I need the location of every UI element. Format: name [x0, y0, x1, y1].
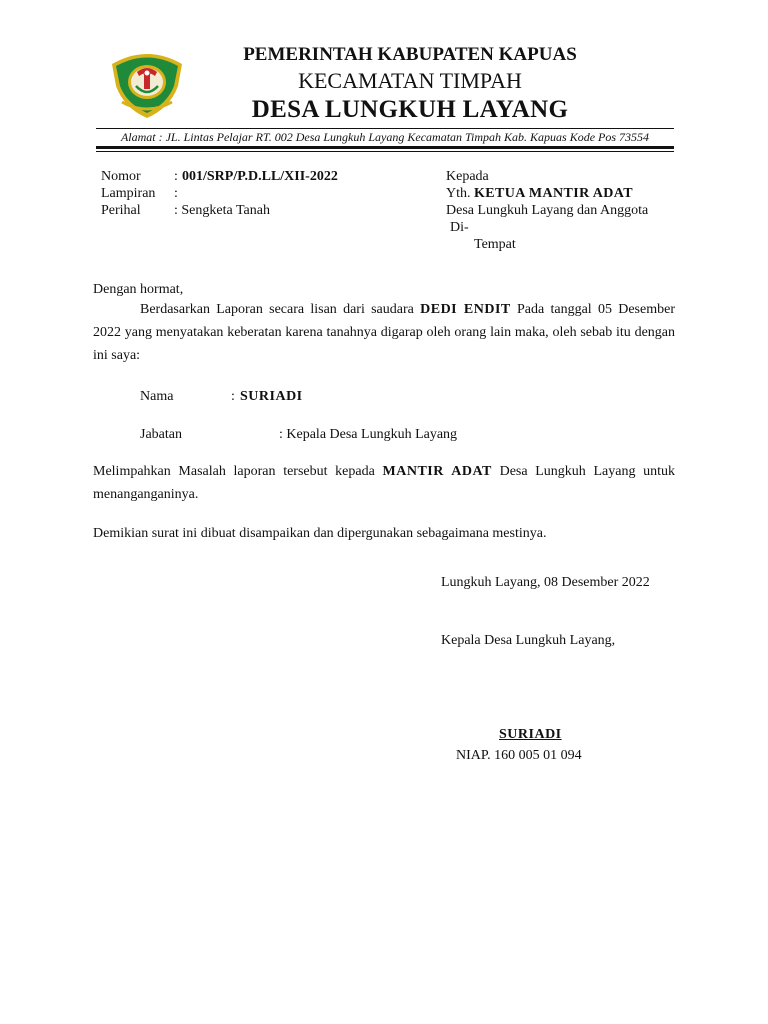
paragraph-1-text-b: Pada tanggal 05 Desember 2022 yang menyatakan keberatan karena tanahnya digarap oleh orang lain maka, oleh sebab itu dengan ini saya: [93, 302, 675, 363]
header-government: PEMERINTAH KABUPATEN KAPUAS [243, 44, 577, 65]
paragraph-2-text-a: Melimpahkan Masalah laporan tersebut kepada [93, 464, 375, 479]
paragraph-3: Demikian surat ini dibuat disampaikan dan dipergunakan sebagaimana mestinya. [93, 526, 547, 541]
recipient-yth [446, 186, 633, 202]
nama-value: SURIADI [240, 389, 303, 404]
header-address: Alamat : JL. Lintas Pelajar RT. 002 Desa Lungkuh Layang Kecamatan Timpah Kab. Kapuas Kode Pos 73554 [120, 130, 650, 144]
greeting: Dengan hormat, [93, 282, 184, 297]
lampiran-separator: : [174, 186, 178, 201]
header-district: KECAMATAN TIMPAH [298, 68, 522, 93]
signer-niap: NIAP. 160 005 01 094 [456, 748, 582, 763]
place-date: Lungkuh Layang, 08 Desember 2022 [441, 575, 650, 590]
recipient-yth-label: Yth. [446, 186, 471, 201]
jabatan-value: : Kepala Desa Lungkuh Layang [279, 427, 458, 442]
header-rule-top [96, 128, 674, 129]
paragraph-1-text-a: Berdasarkan Laporan secara lisan dari saudara [140, 302, 414, 317]
jabatan-label: Jabatan [140, 427, 182, 442]
nomor-value: 001/SRP/P.D.LL/XII-2022 [182, 169, 338, 184]
perihal-label: Perihal [101, 203, 141, 218]
recipient-kepada: Kepada [446, 169, 489, 184]
recipient-address: Desa Lungkuh Layang dan Anggota [446, 203, 649, 218]
paragraph-2 [93, 460, 675, 506]
mantir-adat: MANTIR ADAT [382, 464, 492, 479]
recipient-name: KETUA MANTIR ADAT [474, 186, 634, 201]
perihal-value: : Sengketa Tanah [174, 203, 270, 218]
nomor-separator: : [174, 169, 178, 184]
nomor-label: Nomor [101, 169, 141, 184]
lampiran-label: Lampiran [101, 186, 156, 201]
paragraph-1 [93, 298, 675, 367]
header-village: DESA LUNGKUH LAYANG [251, 96, 569, 123]
paragraph-2-text-b: Desa Lungkuh Layang untuk menanganganinya. [93, 464, 676, 502]
signature-title: Kepala Desa Lungkuh Layang, [441, 633, 616, 648]
signer-name: SURIADI [499, 727, 562, 742]
recipient-di: Di- [450, 220, 469, 235]
reporter-name: DEDI ENDIT [420, 302, 511, 317]
nama-separator: : [231, 389, 235, 404]
nama-label: Nama [140, 389, 174, 404]
header-rule-thin [96, 151, 674, 152]
header-rule-thick [96, 146, 674, 149]
recipient-tempat: Tempat [474, 237, 516, 252]
